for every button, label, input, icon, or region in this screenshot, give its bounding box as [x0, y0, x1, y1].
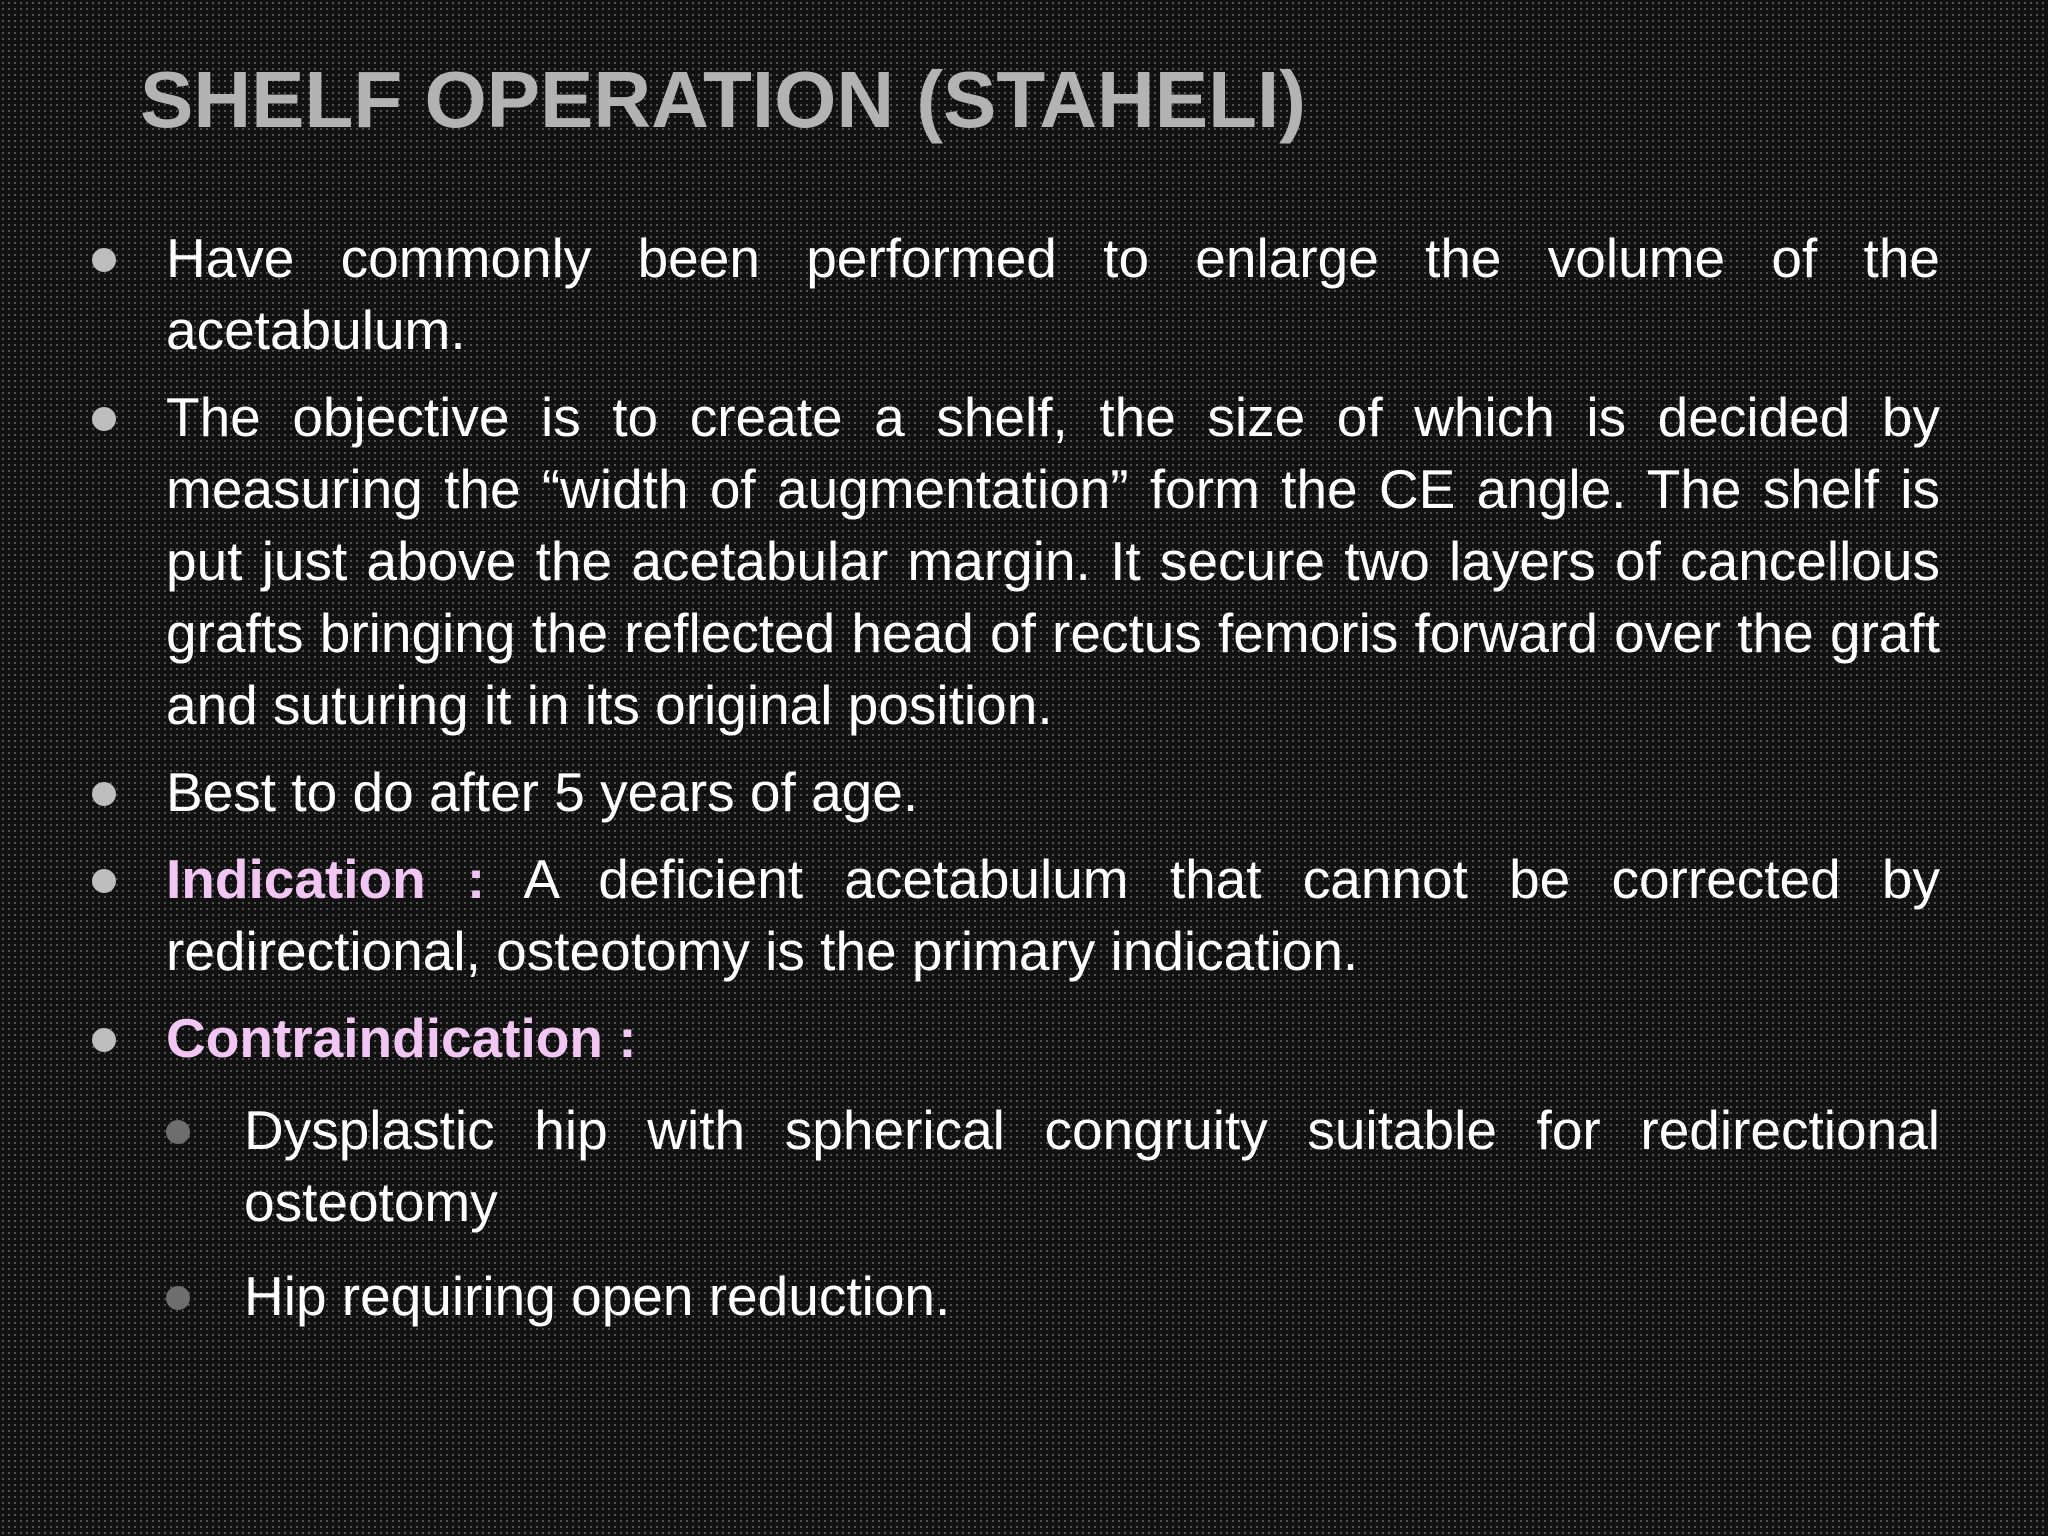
bullet-dot-icon — [92, 407, 116, 431]
bullet-dot-icon — [92, 782, 116, 806]
indication-text: A deficient acetabulum that cannot be corrected by redirectional, osteotomy is the primary indication. — [166, 848, 1940, 982]
bullet-item-contraindication — [92, 1002, 1940, 1074]
bullet-item-objective — [92, 381, 1940, 741]
sub-bullet-text: Dysplastic hip with spherical congruity suitable for redirectional osteotomy — [244, 1099, 1940, 1233]
bullet-list — [92, 222, 1940, 1354]
sub-bullet-item-open-reduction — [166, 1260, 1940, 1332]
sub-bullet-dot-icon — [166, 1286, 190, 1310]
contraindication-label: Contraindication : — [166, 1007, 637, 1069]
bullet-item-indication — [92, 843, 1940, 987]
indication-label: Indication : — [166, 848, 486, 910]
bullet-dot-icon — [92, 869, 116, 893]
bullet-text: The objective is to create a shelf, the size of which is decided by measuring the “width of augmentation” form the CE angle. The shelf is put just above the acetabular margin. It secure two layers of cancellous grafts bringing the reflected head of rectus femoris forward over the graft and suturing it in its original position. — [166, 386, 1940, 736]
sub-bullet-text: Hip requiring open reduction. — [244, 1265, 951, 1327]
bullet-item-purpose — [92, 222, 1940, 366]
sub-bullet-item-dysplastic — [166, 1094, 1940, 1238]
bullet-text-wrapper — [166, 843, 1940, 987]
bullet-text: Best to do after 5 years of age. — [166, 761, 919, 823]
bullet-dot-icon — [92, 248, 116, 272]
slide-title: SHELF OPERATION (STAHELI) — [140, 55, 1306, 144]
bullet-item-age — [92, 756, 1940, 828]
sub-bullet-dot-icon — [166, 1120, 190, 1144]
bullet-text: Have commonly been performed to enlarge the volume of the acetabulum. — [166, 227, 1940, 361]
bullet-dot-icon — [92, 1028, 116, 1052]
